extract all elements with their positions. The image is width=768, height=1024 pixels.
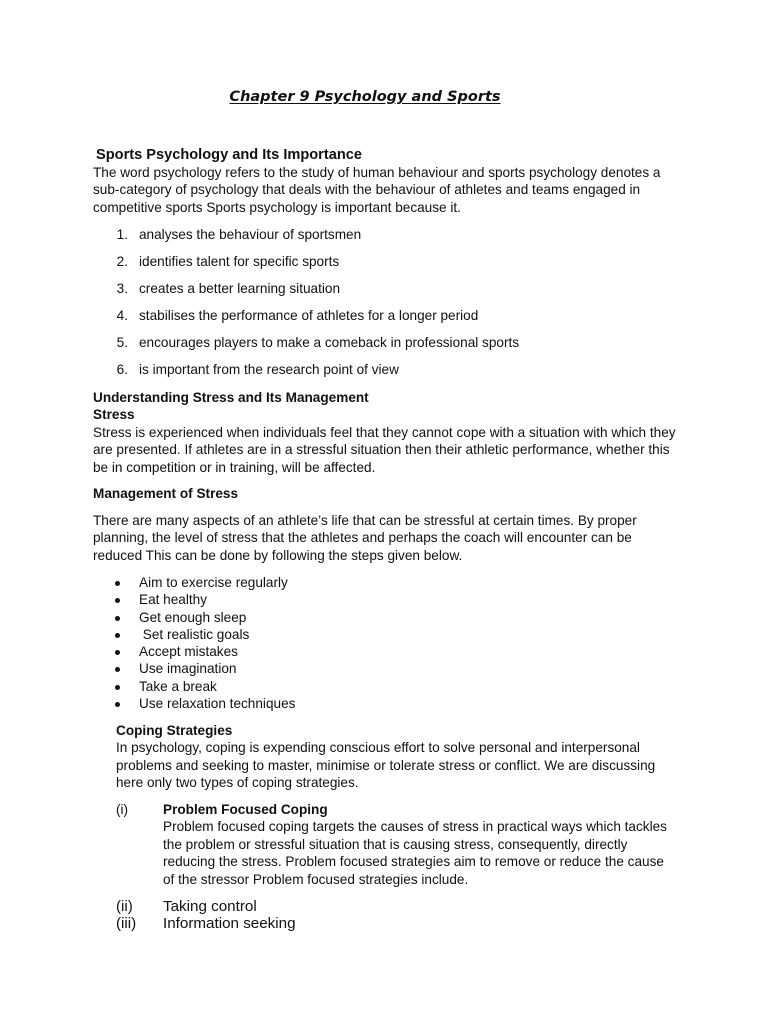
page-title: Chapter 9 Psychology and Sports	[229, 89, 501, 105]
list-item: Set realistic goals	[112, 626, 672, 643]
subheading-stress: Stress	[93, 407, 135, 423]
problem-focused-coping-heading: Problem Focused Coping	[163, 802, 328, 817]
intro-paragraph: The word psychology refers to the study of human behaviour and sports psychology denotes a sub-category of psychology that deals with the behaviour of athletes and teams engaged in competitive sports Sports psychology is important because it.	[93, 165, 661, 215]
list-item: Accept mistakes	[112, 643, 672, 660]
list-item: Eat healthy	[112, 591, 672, 608]
bullet-icon	[115, 667, 120, 672]
importance-list	[110, 226, 690, 388]
coping-item-i	[116, 801, 676, 891]
coping-strategies-section	[116, 722, 676, 792]
list-item: 5. encourages players to make a comeback in professional sports	[116, 335, 520, 350]
bullet-icon	[115, 685, 120, 690]
list-item: Aim to exercise regularly	[112, 574, 672, 591]
management-paragraph: There are many aspects of an athlete’s life that can be stressful at certain times. By proper planning, the level of stress that the athletes and perhaps the coach will encounter can be reduced This can be done by following the steps given below.	[93, 513, 637, 563]
bullet-icon	[115, 581, 120, 586]
list-item: 4. stabilises the performance of athletes for a longer period	[116, 308, 479, 323]
list-item: 6. is important from the research point of view	[116, 362, 399, 377]
bullet-icon	[115, 598, 120, 603]
stress-paragraph: Stress is experienced when individuals feel that they cannot cope with a situation with which they are presented. If athletes are in a stressful situation then their athletic performance, whether this be in competition or in training, will be affected.	[93, 424, 676, 475]
list-item: 1. analyses the behaviour of sportsmen	[116, 227, 362, 242]
bullet-icon	[115, 702, 120, 707]
coping-paragraph: In psychology, coping is expending conscious effort to solve personal and interpersonal problems and seeking to master, minimise or tolerate stress or conflict. We are discussing here only two types of coping strategies.	[116, 740, 656, 791]
list-item: Take a break	[112, 678, 672, 695]
section-heading-management-of-stress: Management of Stress	[93, 486, 239, 501]
bullet-icon	[115, 616, 120, 621]
roman-label: (i)	[116, 802, 129, 817]
list-item: Use relaxation techniques	[112, 695, 672, 712]
list-item: 3. creates a better learning situation	[116, 281, 341, 296]
section-heading-coping-strategies: Coping Strategies	[116, 723, 233, 738]
bullet-icon	[115, 633, 120, 638]
list-item: Get enough sleep	[112, 609, 672, 626]
list-item: 2. identifies talent for specific sports	[116, 254, 340, 269]
stress-tips-list	[112, 574, 672, 712]
stress-section	[93, 389, 683, 476]
coping-item-text: Information seeking	[163, 915, 296, 932]
sports-psychology-intro	[93, 164, 683, 216]
section-heading-sports-psychology: Sports Psychology and Its Importance	[96, 147, 362, 163]
coping-item-text: Taking control	[163, 898, 257, 915]
bullet-icon	[115, 650, 120, 655]
section-heading-stress-management: Understanding Stress and Its Management	[93, 390, 369, 405]
problem-focused-coping-text: Problem focused coping targets the causes of stress in practical ways which tackles the problem or stressful situation that is causing stress, consequently, directly reducing the stress. Problem focused strategies aim to remove or reduce the cause of the stressor Problem focused strategies include.	[163, 819, 667, 887]
coping-item-iii	[116, 915, 676, 935]
roman-label: (iii)	[116, 915, 137, 932]
roman-label: (ii)	[116, 898, 133, 915]
list-item: Use imagination	[112, 660, 672, 677]
